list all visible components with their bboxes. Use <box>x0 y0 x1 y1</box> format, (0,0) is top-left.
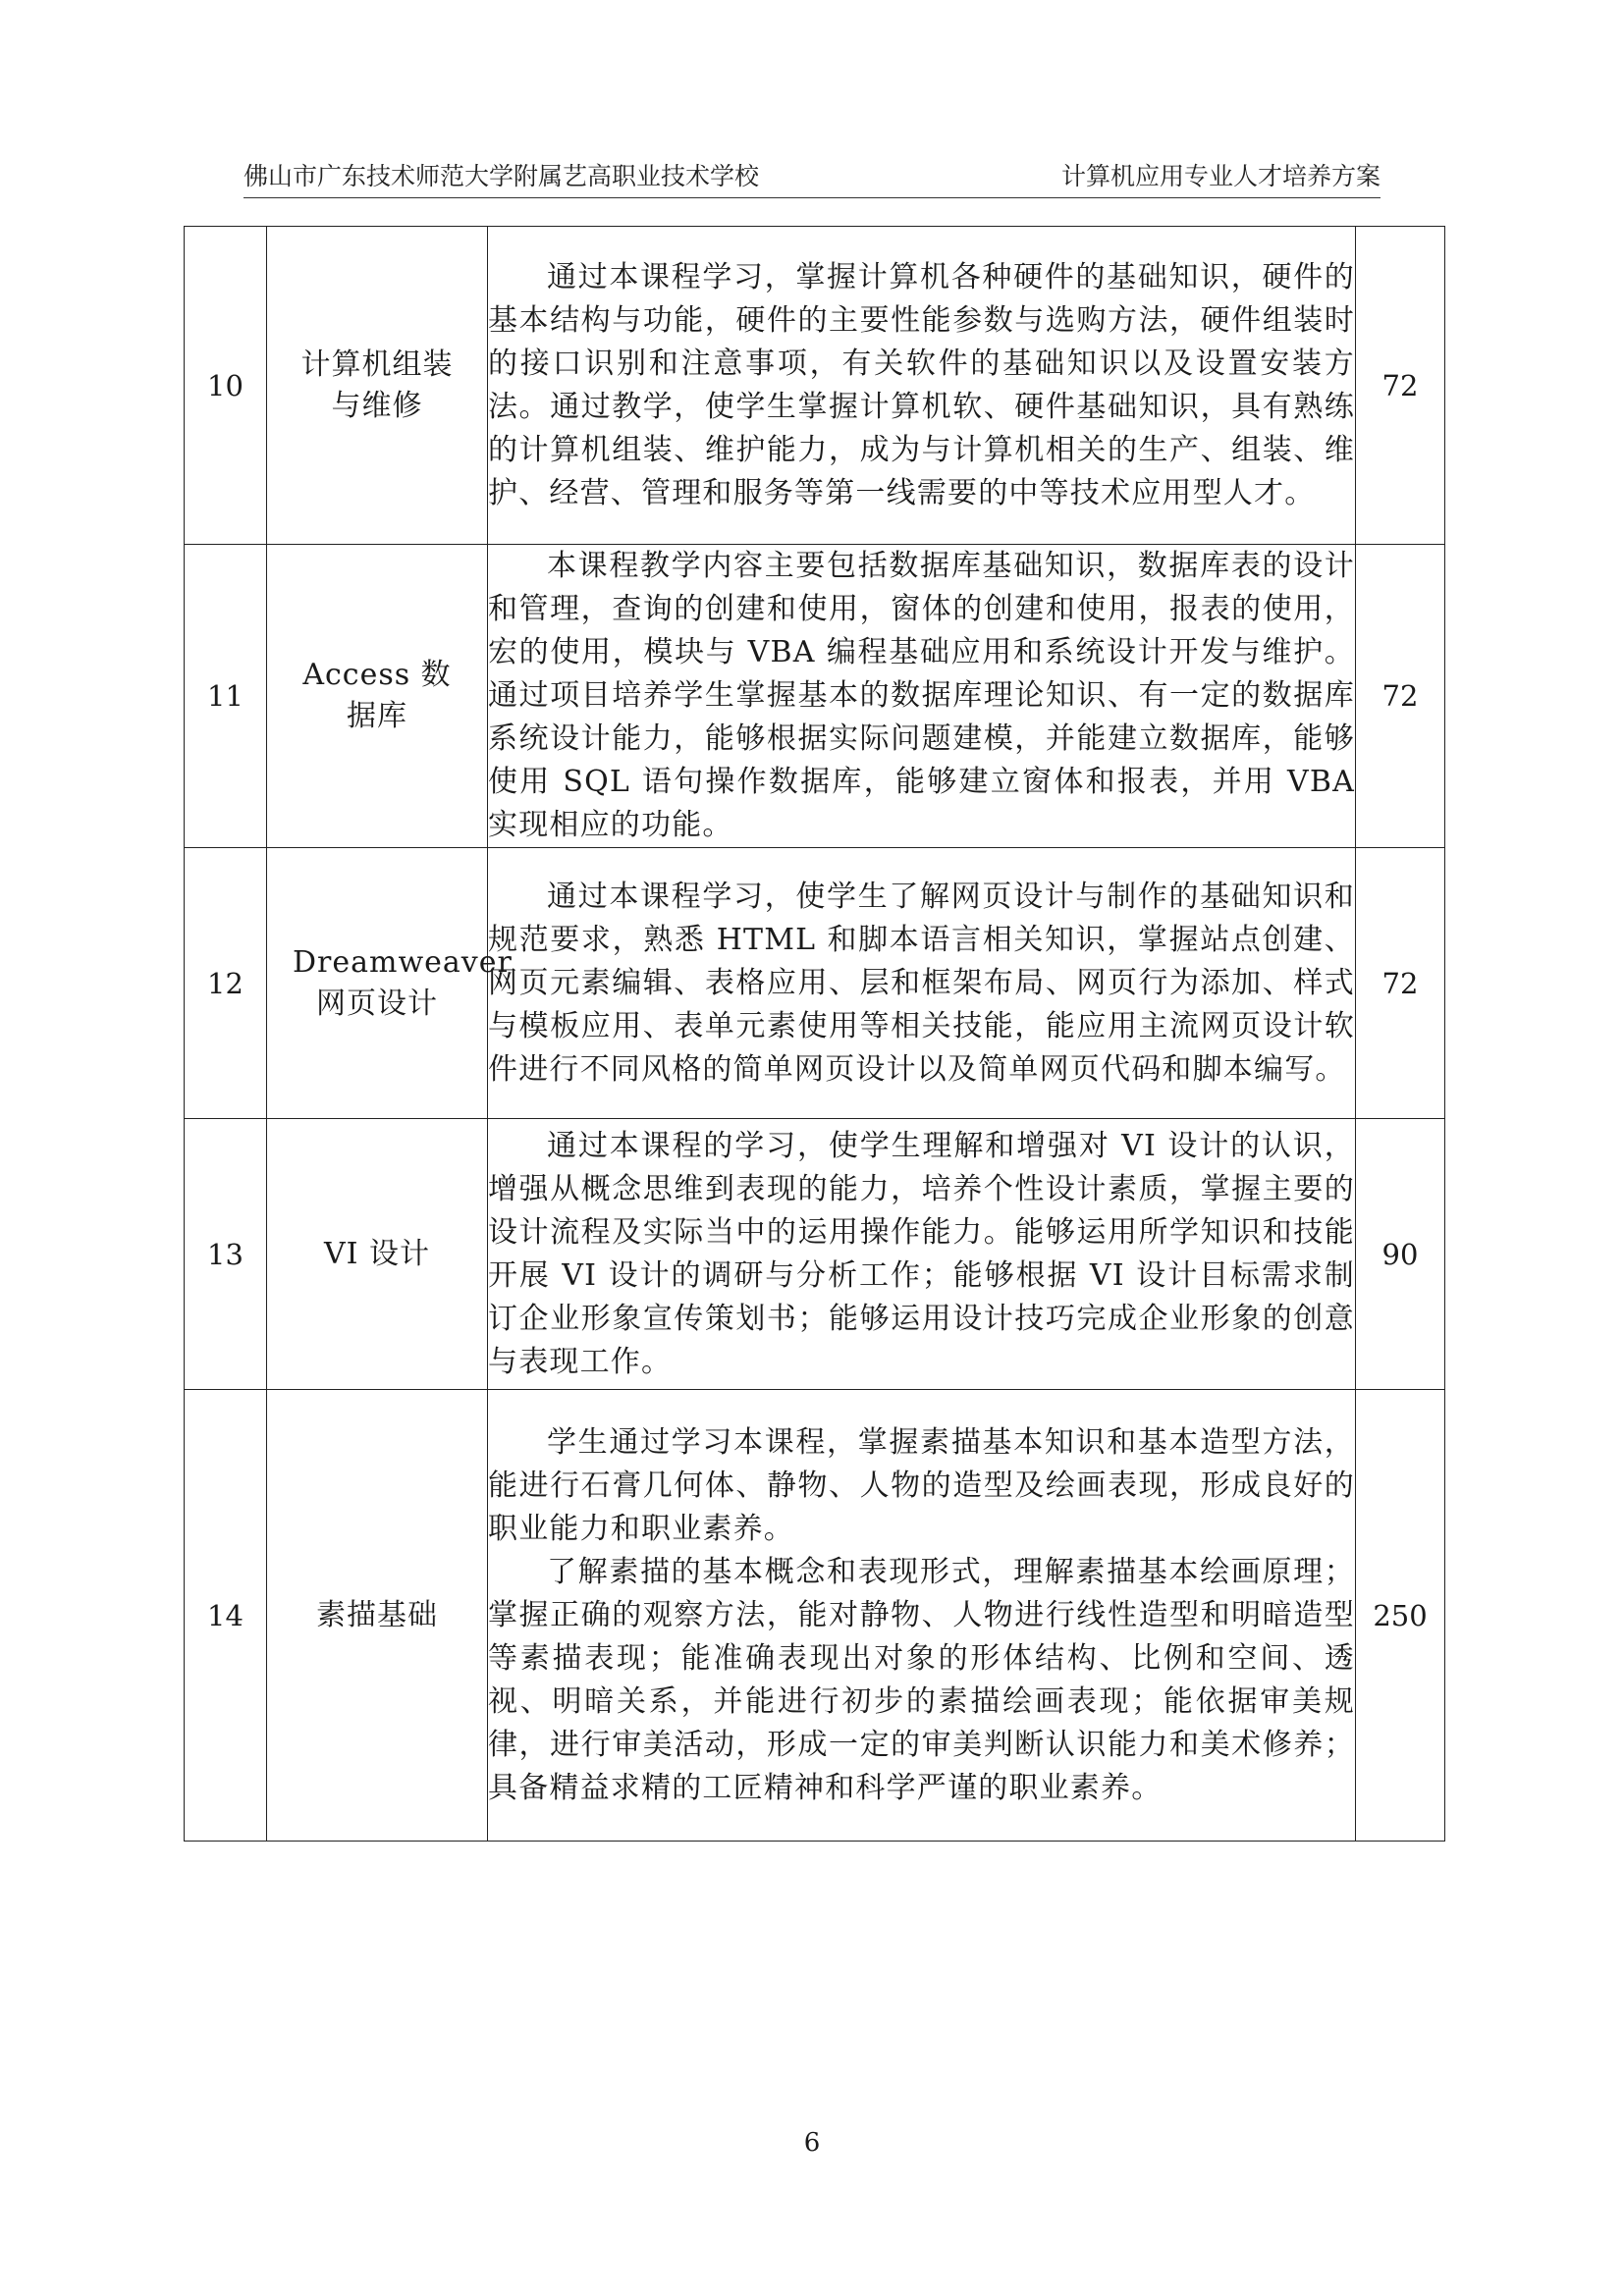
description-paragraph: 本课程教学内容主要包括数据库基础知识，数据库表的设计和管理，查询的创建和使用，窗体的创建和使用，报表的使用，宏的使用，模块与 VBA 编程基础应用和系统设计开发与维护。通过项目培养学生掌握基本的数据库理论知识、有一定的数据库系统设计能力，能够根据实际问题建模，并能建立数据库，能够使用 SQL 语句操作数据库，能够建立窗体和报表，并用 VBA 实现相应的功能。 <box>488 549 1355 842</box>
header-rule <box>244 197 1380 198</box>
description-paragraph: 通过本课程学习，使学生了解网页设计与制作的基础知识和规范要求，熟悉 HTML 和脚本语言相关知识，掌握站点创建、网页元素编辑、表格应用、层和框架布局、网页行为添加、样式与模板应用、表单元素使用等相关技能，能应用主流网页设计软件进行不同风格的简单网页设计以及简单网页代码和脚本编写。 <box>488 879 1355 1087</box>
header-school-name: 佛山市广东技术师范大学附属艺高职业技术学校 <box>244 162 760 190</box>
page-number: 6 <box>803 2128 821 2158</box>
table-row <box>185 545 1445 848</box>
course-name: VI 设计 <box>323 1236 431 1271</box>
course-number: 12 <box>185 848 267 1119</box>
description-paragraph: 了解素描的基本概念和表现形式，理解素描基本绘画原理；掌握正确的观察方法，能对静物、人物进行线性造型和明暗造型等素描表现；能准确表现出对象的形体结构、比例和空间、透视、明暗关系，并能进行初步的素描绘画表现；能依据审美规律，进行审美活动，形成一定的审美判断认识能力和美术修养；具备精益求精的工匠精神和科学严谨的职业素养。 <box>488 1554 1355 1805</box>
course-hours: 250 <box>1356 1390 1445 1842</box>
course-hours: 72 <box>1356 227 1445 545</box>
course-hours: 90 <box>1356 1119 1445 1390</box>
course-name: Access 数据库 <box>302 658 452 733</box>
course-number: 11 <box>185 545 267 848</box>
course-name-cell <box>267 545 488 848</box>
course-description <box>488 848 1356 1119</box>
table-row <box>185 848 1445 1119</box>
course-name-cell <box>267 1119 488 1390</box>
table-row <box>185 227 1445 545</box>
description-paragraph: 学生通过学习本课程，掌握素描基本知识和基本造型方法，能进行石膏几何体、静物、人物的造型及绘画表现，形成良好的职业能力和职业素养。 <box>488 1424 1355 1546</box>
course-number: 13 <box>185 1119 267 1390</box>
course-number: 10 <box>185 227 267 545</box>
course-name-cell <box>267 1390 488 1842</box>
description-paragraph: 通过本课程学习，掌握计算机各种硬件的基础知识，硬件的基本结构与功能，硬件的主要性能参数与选购方法，硬件组装时的接口识别和注意事项，有关软件的基础知识以及设置安装方法。通过教学，使学生掌握计算机软、硬件基础知识，具有熟练的计算机组装、维护能力，成为与计算机相关的生产、组装、维护、经营、管理和服务等第一线需要的中等技术应用型人才。 <box>488 259 1355 510</box>
table-row <box>185 1119 1445 1390</box>
course-name-cell <box>267 848 513 1119</box>
course-number: 14 <box>185 1390 267 1842</box>
course-name: Dreamweaver 网页设计 <box>293 944 513 1021</box>
course-description <box>488 1119 1356 1390</box>
course-description <box>488 545 1356 848</box>
course-description <box>488 1390 1356 1842</box>
header-document-title: 计算机应用专业人才培养方案 <box>1060 162 1380 190</box>
table-row <box>185 1390 1445 1842</box>
course-hours: 72 <box>1356 848 1445 1119</box>
course-name: 素描基础 <box>316 1597 438 1632</box>
course-name: 计算机组装与维修 <box>300 347 454 423</box>
course-name-cell <box>267 227 488 545</box>
description-paragraph: 通过本课程的学习，使学生理解和增强对 VI 设计的认识，增强从概念思维到表现的能力，培养个性设计素质，掌握主要的设计流程及实际当中的运用操作能力。能够运用所学知识和技能开展 VI 设计的调研与分析工作；能够根据 VI 设计目标需求制订企业形象宣传策划书；能够运用设计技巧完成企业形象的创意与表现工作。 <box>488 1128 1355 1379</box>
course-table <box>184 226 1445 1842</box>
course-description <box>488 227 1356 545</box>
page-header <box>244 159 1380 194</box>
course-hours: 72 <box>1356 545 1445 848</box>
